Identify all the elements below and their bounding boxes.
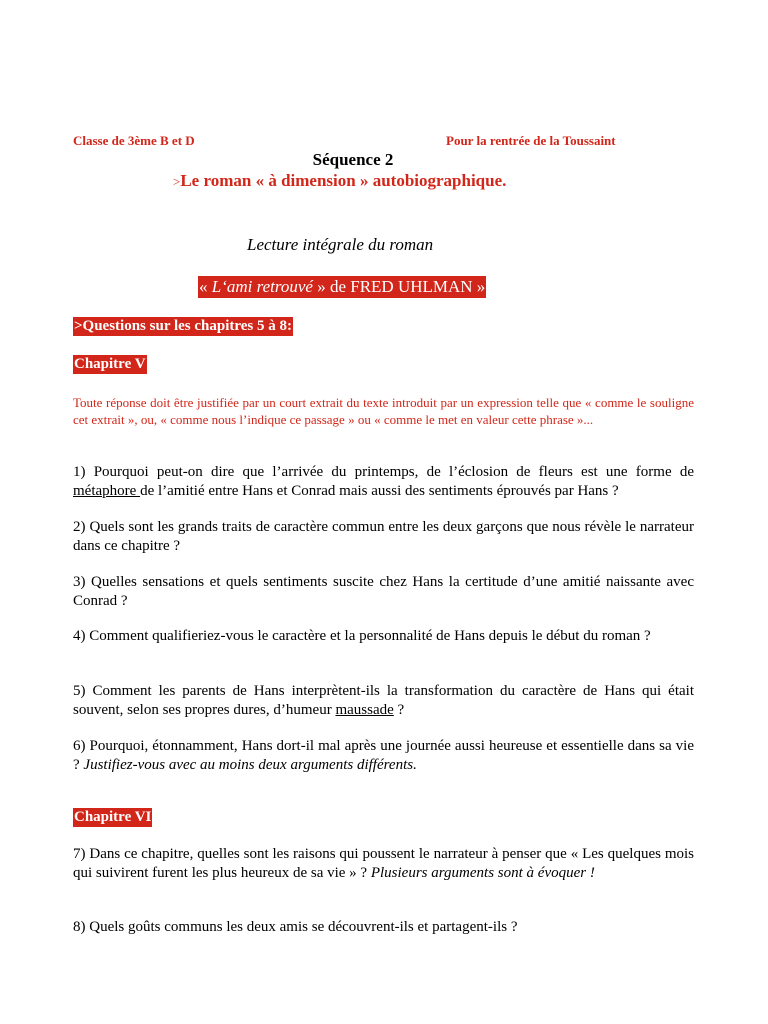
sequence-theme — [173, 171, 506, 191]
theme-text: Le roman « à dimension » autobiographique. — [180, 171, 507, 190]
book-title-banner — [198, 277, 486, 297]
question-7: 7) Dans ce chapitre, quelles sont les raisons qui poussent le narrateur à penser que « Les quelques mois qui suivirent furent les plus heureux de sa vie » ? Plusieurs arguments sont à évoquer ! — [73, 846, 694, 881]
questions-heading: >Questions sur les chapitres 5 à 8: — [74, 318, 293, 334]
book-open-quote: « — [199, 277, 212, 296]
sequence-title: Séquence 2 — [312, 150, 394, 169]
question-3: 3) Quelles sensations et quels sentiments suscite chez Hans la certitude d’une amitié naissante avec Conrad ? — [73, 574, 694, 609]
question-5: 5) Comment les parents de Hans interprètent-ils la transformation du caractère de Hans qui était souvent, selon ses propres dures, d’humeur maussade ? — [73, 683, 694, 718]
chapter-6-heading: Chapitre VI — [74, 809, 152, 825]
question-6: 6) Pourquoi, étonnamment, Hans dort-il mal après une journée aussi heureuse et essentielle dans sa vie ? Justifiez-vous avec au moins deux arguments différents. — [73, 738, 694, 773]
question-1: 1) Pourquoi peut-on dire que l’arrivée du printemps, de l’éclosion de fleurs est une forme de métaphore de l’amitié entre Hans et Conrad mais aussi des sentiments éprouvés par Hans ? — [73, 464, 694, 499]
date-label: Pour la rentrée de la Toussaint — [446, 133, 616, 148]
book-author: » de FRED UHLMAN » — [312, 277, 486, 296]
question-2: 2) Quels sont les grands traits de caractère commun entre les deux garçons que nous révèle le narrateur dans ce chapitre ? — [73, 519, 694, 554]
book-title: L‘ami retrouvé — [211, 277, 313, 296]
question-4: 4) Comment qualifieriez-vous le caractère et la personnalité de Hans depuis le début du roman ? — [73, 628, 651, 644]
question-8: 8) Quels goûts communs les deux amis se découvrent-ils et partagent-ils ? — [73, 919, 518, 935]
reading-label: Lecture intégrale du roman — [247, 235, 434, 254]
chapter-5-heading: Chapitre V — [74, 356, 146, 372]
instruction-text: Toute réponse doit être justifiée par un court extrait du texte introduit par un expression telle que « comme le souligne cet extrait », ou, « comme nous l’indique ce passage » ou « comme le met en valeur cette phrase »... — [73, 395, 694, 427]
theme-marker: > — [173, 174, 181, 189]
class-label: Classe de 3ème B et D — [73, 133, 195, 148]
